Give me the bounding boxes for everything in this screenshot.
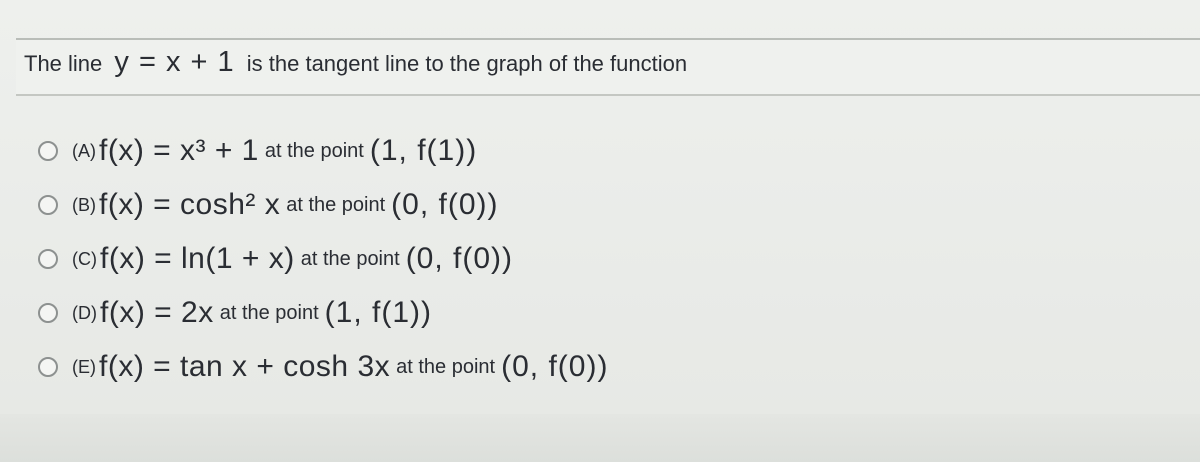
question-box — [16, 38, 1200, 96]
option-b-function: f(x) = cosh² x — [99, 188, 281, 221]
radio-button-e[interactable] — [38, 357, 58, 377]
option-a-letter: (A) — [72, 140, 96, 161]
option-d[interactable] — [38, 286, 1178, 340]
option-b-point: (0, f(0)) — [391, 188, 499, 221]
option-b-connector: at the point — [286, 193, 386, 216]
option-e-point: (0, f(0)) — [501, 350, 609, 383]
option-e[interactable] — [38, 340, 1178, 394]
bottom-bar — [0, 414, 1200, 462]
question-text — [24, 46, 687, 79]
option-d-function: f(x) = 2x — [100, 296, 214, 329]
option-a-connector: at the point — [264, 139, 364, 162]
option-e-function: f(x) = tan x + cosh 3x — [99, 350, 391, 383]
question-prefix: The line — [24, 51, 103, 76]
option-e-letter: (E) — [72, 356, 96, 377]
option-c-letter: (C) — [72, 248, 97, 269]
option-a-point: (1, f(1)) — [369, 134, 478, 167]
question-equation: y = x + 1 — [114, 46, 235, 78]
radio-button-b[interactable] — [38, 195, 58, 215]
option-b-letter: (B) — [72, 194, 96, 215]
option-d-connector: at the point — [219, 301, 319, 324]
option-a-function: f(x) = x³ + 1 — [99, 134, 259, 167]
option-c-connector: at the point — [300, 247, 400, 270]
radio-button-c[interactable] — [38, 249, 58, 269]
radio-button-d[interactable] — [38, 303, 58, 323]
radio-button-a[interactable] — [38, 141, 58, 161]
option-c[interactable] — [38, 232, 1178, 286]
option-d-letter: (D) — [72, 302, 97, 323]
question-suffix: is the tangent line to the graph of the function — [246, 51, 688, 76]
option-a[interactable] — [38, 124, 1178, 178]
option-b[interactable] — [38, 178, 1178, 232]
option-c-function: f(x) = ln(1 + x) — [100, 242, 295, 275]
option-d-point: (1, f(1)) — [324, 296, 433, 329]
option-e-connector: at the point — [396, 355, 496, 378]
options-list — [38, 124, 1178, 394]
option-c-point: (0, f(0)) — [405, 242, 514, 275]
